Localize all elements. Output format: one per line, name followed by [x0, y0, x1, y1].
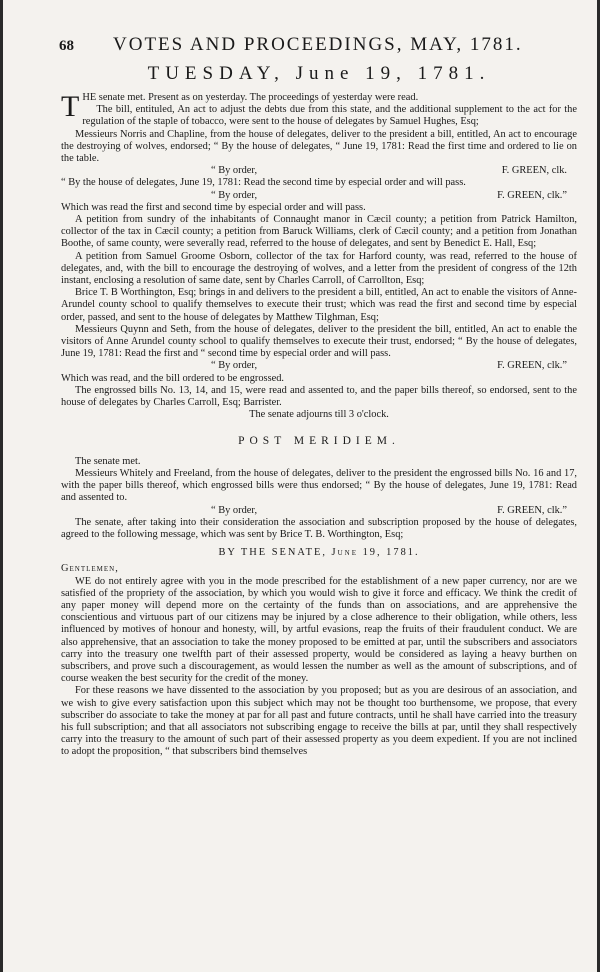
signature-row: “ By order, F. GREEN, clk.” [211, 504, 567, 516]
paragraph: Which was read, and the bill ordered to be engrossed. [61, 372, 285, 384]
clerk-signature: F. GREEN, clk.” [497, 360, 567, 372]
page-number: 68 [59, 38, 74, 54]
paragraph: The engrossed bills No. 13, 14, and 15, were read and assented to, and the paper bills thereof, so endorsed, sent to the house of delegates by Charles Carroll, Esq; Barrister. [61, 384, 577, 409]
morning-session [61, 92, 577, 759]
section-heading: POST MERIDIEM. [238, 435, 400, 448]
adjournment-line: The senate adjourns till 3 o'clock. [249, 409, 389, 421]
paragraph: Which was read the first and second time by especial order and will pass. [61, 201, 366, 213]
paragraph: THE senate met. Present as on yesterday. The proceedings of yesterday were read. [61, 90, 419, 123]
clerk-signature: F. GREEN, clk. [501, 165, 567, 177]
paragraph: The senate met. [75, 455, 141, 467]
paragraph: Brice T. B Worthington, Esq; brings in and delivers to the president a bill, entitled, An act to enable the visitors of Anne-Arundel county school to qualify themselves to execute their trust; which was read the first and second time by especial order, passed, and sent to the house of delegates by Matthew Tilghman, Esq; [61, 287, 577, 323]
paragraph: WE do not entirely agree with you in the mode prescribed for the establishment of a new paper currency, nor are we satisfied of the propriety of the association, by which you would wish to give it force and efficacy. We think the credit of any paper money will depend more on the certainty of the funds than on associations, and are apprehensive the conscientious and virtuous part of our citizens may be injured by a close adherence to their obligation, while others, less influenced by motives of honour and honesty, will, by artful evasions, reap the fruits of their fraudulent conduct. We are also apprehensive, that an association to take the money proposed to be emitted at par, until the subscribers and associators carry into the treasury one twelfth part of their assessed property, would be considered as laying a heavy burthen on subscribers, and prove such a discouragement, as would lessen the number as well as the amount of subscriptions, and of course weaken the best security for the credit of the money. [61, 575, 577, 685]
paragraph: Messieurs Whitely and Freeland, from the house of delegates, deliver to the president the engrossed bills No. 16 and 17, with the paper bills thereof, which engrossed bills were thus endorsed; “ By the house of delegates, June 19, 1781: Read and assented to. [61, 467, 577, 504]
drop-cap: T [61, 90, 80, 123]
message-heading: BY THE SENATE, June 19, 1781. [218, 547, 420, 559]
clerk-signature: F. GREEN, clk.” [497, 189, 567, 201]
running-title: VOTES AND PROCEEDINGS, MAY, 1781. [113, 34, 523, 55]
paragraph: The senate, after taking into their consideration the association and subscription proposed by the house of delegates, agreed to the following message, which was sent by Brice T. B. Worthington, Esq; [61, 516, 577, 540]
paragraph: The bill, entituled, An act to adjust the debts due from this state, and the additional supplement to the act for the regulation of the staple of tobacco, were sent to the house of delegates by Samuel Hughes, Esq; [82, 104, 577, 128]
signature-row: “ By order, F. GREEN, clk.” [211, 360, 567, 372]
clerk-signature: F. GREEN, clk.” [497, 504, 567, 516]
signature-row: “ By order, F. GREEN, clk.” [211, 189, 567, 201]
paragraph: “ By the house of delegates, June 19, 1781: Read the second time by especial order and will pass. [61, 177, 466, 189]
paragraph: Messieurs Norris and Chapline, from the house of delegates, deliver to the president a bill, entitled, An act to encourage the destroying of wolves, endorsed; “ By the house of delegates, “ June 19, 1781: Read the first time and ordered to lie on the table. [61, 128, 577, 165]
paragraph: A petition from Samuel Groome Osborn, collector of the tax for Harford county, was read, referred to the house of delegates, and, with the bill to encourage the destroying of wolves, and a letter from the president of congress of the 12th instant, enclosing a resolution of same date, sent by Charles Carroll, of Carrollton, Esq; [61, 250, 577, 287]
paragraph: Messieurs Quynn and Seth, from the house of delegates, deliver to the president the bill, entitled, An act to enable the visitors of Anne Arundel county school to qualify themselves to execute their trust, endorsed; “ By the house of delegates, June 19, 1781: Read the first and “ second time by especial order and will pass. [61, 323, 577, 360]
date-heading: TUESDAY, June 19, 1781. [147, 63, 491, 84]
paragraph: A petition from sundry of the inhabitants of Connaught manor in Cæcil county; a petition from Patrick Hamilton, collector of the tax in Cæcil county; a petition from Baruck Williams, clerk of Cæcil county; and a petition from Jonathan Boothe, of same county, were severally read, referred to the house of delegates, and sent by Benedict E. Hall, Esq; [61, 214, 577, 250]
signature-row: “ By order, F. GREEN, clk. [211, 165, 567, 177]
salutation: Gentlemen, [61, 563, 119, 575]
paragraph: For these reasons we have dissented to the association by you proposed; but as you are desirous of an association, and we wish to give every satisfaction upon this subject which may not be thought too burthensome, we propose, that every subscriber do associate to take the money at par for all past and future contracts, until he shall have carried into the treasury his full subscription; and that all associators not subscribing engage to receive the bills at par, until they shall respectively carry into the treasury to the amount of such part of their assessed property as you deem expedient. If you are not inclined to adopt the proposition, “ that subscribers bind themselves [61, 685, 577, 758]
